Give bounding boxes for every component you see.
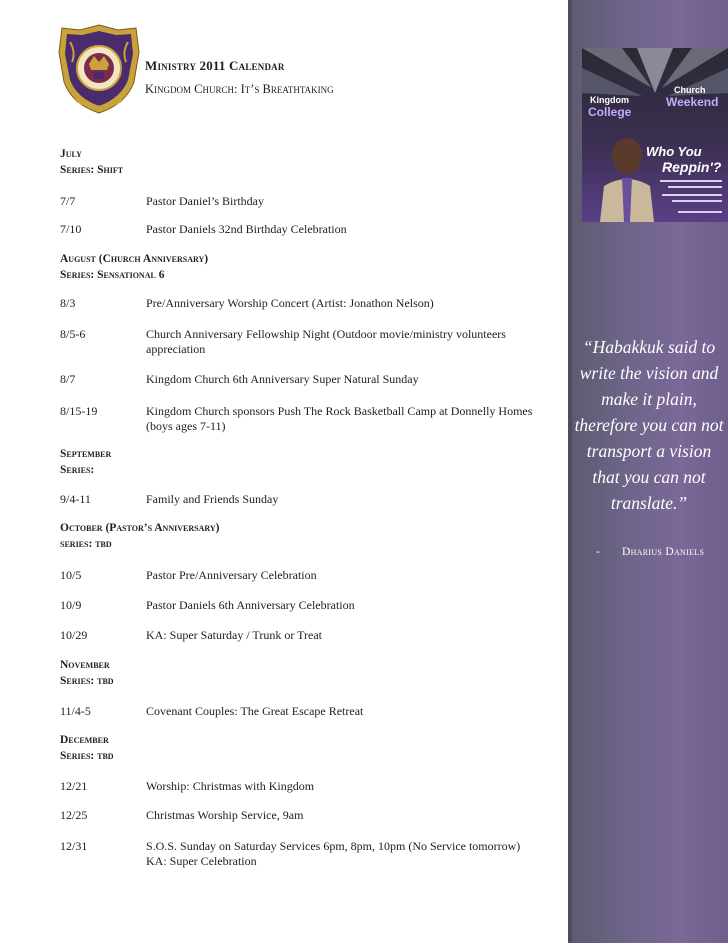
poster-brand-left-2: College <box>588 105 632 119</box>
event-date: 10/9 <box>60 598 82 612</box>
event-text: Pastor Daniel’s Birthday <box>146 194 264 208</box>
event-text: Pastor Daniels 32nd Birthday Celebration <box>146 222 347 236</box>
month-name: September <box>60 448 112 460</box>
event-date: 12/21 <box>60 779 88 793</box>
month-heading <box>60 446 111 478</box>
month-name: October (Pastor’s Anniversary) <box>60 522 220 534</box>
event-date: 9/4-11 <box>60 492 91 506</box>
poster-headline-2: Reppin'? <box>662 159 722 175</box>
event-text: Kingdom Church sponsors Push The Rock Basketball Camp at Donnelly Homes (boys ages 7-11) <box>146 404 533 433</box>
month-heading <box>60 732 114 764</box>
series-name: Series: tbd <box>60 675 114 687</box>
event-date: 12/25 <box>60 808 88 822</box>
series-name: Series: Shift <box>60 164 124 176</box>
document-title: Ministry 2011 Calendar <box>145 58 285 73</box>
event-text: Christmas Worship Service, 9am <box>146 808 304 822</box>
month-name: December <box>60 734 109 746</box>
month-heading <box>60 146 123 178</box>
event-date: 12/31 <box>60 839 88 853</box>
event-date: 8/15-19 <box>60 404 98 418</box>
sidebar-quote: “Habakkuk said to write the vision and make it plain, therefore you can not transport a vision that you can not translate.” <box>574 337 724 513</box>
sidebar <box>568 0 728 943</box>
event-date: 8/5-6 <box>60 327 86 341</box>
attribution-dash: - <box>596 546 600 558</box>
poster-brand-right-2: Weekend <box>666 95 719 109</box>
event-date: 7/7 <box>60 194 76 208</box>
event-text: Covenant Couples: The Great Escape Retreat <box>146 704 364 718</box>
church-weekend-poster <box>582 48 728 222</box>
poster-brand-right-1: Church <box>674 85 706 95</box>
document-subtitle: Kingdom Church: It’s Breathtaking <box>145 82 334 96</box>
series-name: Series: tbd <box>60 750 114 762</box>
series-name: Series: Sensational 6 <box>60 269 165 281</box>
event-text: Pastor Pre/Anniversary Celebration <box>146 568 317 582</box>
event-text: KA: Super Saturday / Trunk or Treat <box>146 628 323 642</box>
event-date: 7/10 <box>60 222 82 236</box>
event-text: Kingdom Church 6th Anniversary Super Natural Sunday <box>146 372 419 386</box>
month-name: August (Church Anniversary) <box>60 253 209 265</box>
event-text: Worship: Christmas with Kingdom <box>146 779 315 793</box>
event-text: Pre/Anniversary Worship Concert (Artist: Jonathon Nelson) <box>146 296 434 310</box>
event-date: 10/29 <box>60 628 88 642</box>
month-heading <box>60 657 114 689</box>
month-heading <box>60 520 219 552</box>
series-name: Series: <box>60 464 95 476</box>
church-crest-logo <box>56 22 142 116</box>
attribution-name: Dharius Daniels <box>622 546 705 558</box>
month-name: November <box>60 659 110 671</box>
event-text: Church Anniversary Fellowship Night (Outdoor movie/ministry volunteers appreciation <box>146 327 506 356</box>
month-name: July <box>60 148 82 160</box>
event-text: S.O.S. Sunday on Saturday Services 6pm, 8pm, 10pm (No Service tomorrow) KA: Super Celebration <box>146 839 521 868</box>
poster-brand-left-1: Kingdom <box>590 95 629 105</box>
event-date: 11/4-5 <box>60 704 91 718</box>
event-date: 8/7 <box>60 372 76 386</box>
poster-headline-1: Who You <box>646 144 702 159</box>
series-name: series: tbd <box>60 538 112 550</box>
month-heading <box>60 251 208 283</box>
event-date: 10/5 <box>60 568 82 582</box>
event-text: Pastor Daniels 6th Anniversary Celebration <box>146 598 355 612</box>
sidebar-edge <box>568 0 572 943</box>
event-text: Family and Friends Sunday <box>146 492 279 506</box>
event-date: 8/3 <box>60 296 76 310</box>
